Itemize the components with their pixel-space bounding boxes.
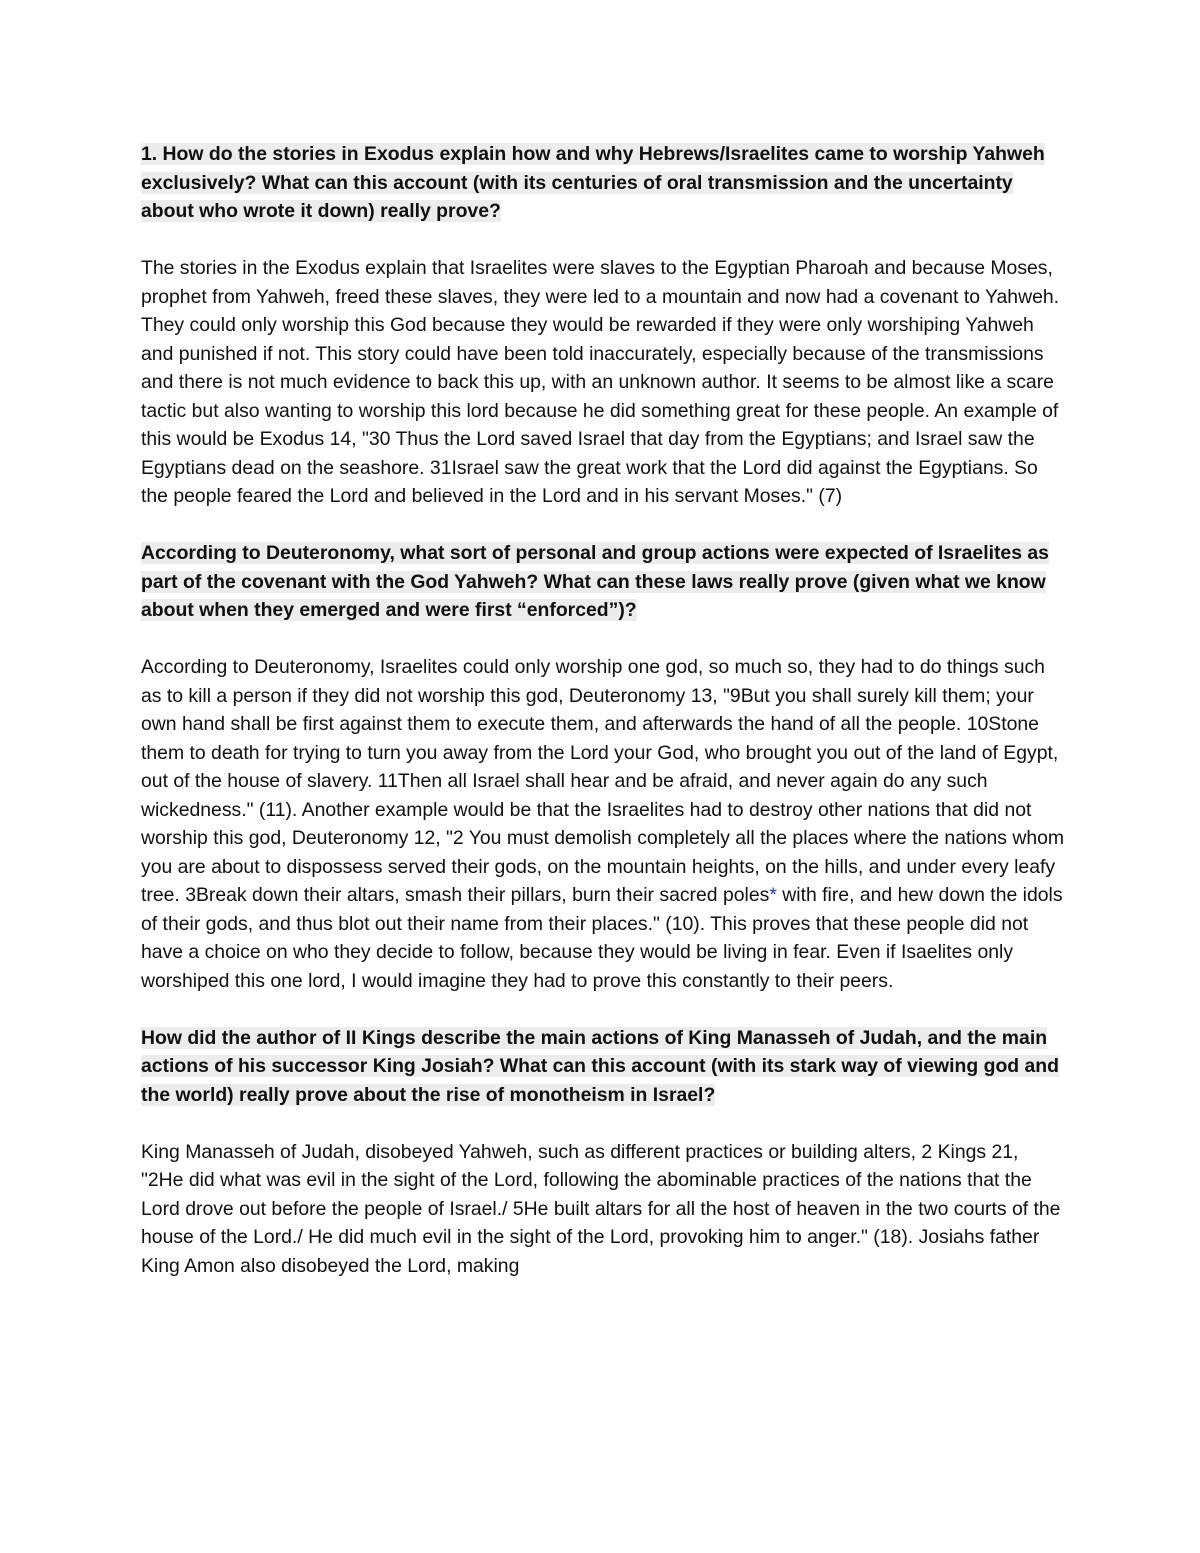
question-1-text: 1. How do the stories in Exodus explain how and why Hebrews/Israelites came to worship Yahweh exclusively? What can this account (with its centuries of oral transmission and the uncertainty about who wrote it down) really prove? (141, 143, 1045, 222)
question-2 (141, 539, 1066, 625)
document-page (141, 140, 1066, 1280)
spacer (141, 625, 1066, 654)
spacer (141, 226, 1066, 255)
spacer (141, 511, 1066, 540)
spacer (141, 1109, 1066, 1138)
answer-3: King Manasseh of Judah, disobeyed Yahweh, such as different practices or building alters, 2 Kings 21, "2He did what was evil in the sight of the Lord, following the abominable practices of the nations that the Lord drove out before the people of Israel./ 5He built altars for all the host of heaven in the two courts of the house of the Lord./ He did much evil in the sight of the Lord, provoking him to anger." (18). Josiahs father King Amon also disobeyed the Lord, making (141, 1140, 1061, 1277)
answer-2 (141, 653, 1066, 995)
spacer (141, 995, 1066, 1024)
answer-1: The stories in the Exodus explain that Israelites were slaves to the Egyptian Pharoah and because Moses, prophet from Yahweh, freed these slaves, they were led to a mountain and now had a covenant to Yahweh. They could only worship this God because they would be rewarded if they were only worshiping Yahweh and punished if not. This story could have been told inaccurately, especially because of the transmissions and there is not much evidence to back this up, with an unknown author. It seems to be almost like a scare tactic but also wanting to worship this lord because he did something great for these people. An example of this would be Exodus 14, "30 Thus the Lord saved Israel that day from the Egyptians; and Israel saw the Egyptians dead on the seashore. 31Israel saw the great work that the Lord did against the Egyptians. So the people feared the Lord and believed in the Lord and in his servant Moses." (7) (141, 257, 1060, 507)
answer-2-part-1: According to Deuteronomy, Israelites could only worship one god, so much so, they had to do things such as to kill a person if they did not worship this god, Deuteronomy 13, "9But you shall surely kill them; your own hand shall be first against them to execute them, and afterwards the hand of all the people. 10Stone them to death for trying to turn you away from the Lord your God, who brought you out of the land of Egypt, out of the house of slavery. 11Then all Israel shall hear and be afraid, and never again do any such wickedness." (11). Another example would be that the Israelites had to destroy other nations that did not worship this god, Deuteronomy 12, "2 You must demolish completely all the places where the nations whom you are about to dispossess served their gods, on the mountain heights, on the hills, and under every leafy tree. 3Break down their altars, smash their pillars, burn their sacred poles (141, 656, 1065, 906)
question-3 (141, 1024, 1066, 1110)
footnote-asterisk-link[interactable]: * (769, 884, 777, 906)
question-2-text: According to Deuteronomy, what sort of personal and group actions were expected of Israelites as part of the covenant with the God Yahweh? What can these laws really prove (given what we know about when they emerged and were first “enforced”)? (141, 542, 1049, 621)
question-1 (141, 140, 1066, 226)
question-3-text: How did the author of II Kings describe the main actions of King Manasseh of Judah, and the main actions of his successor King Josiah? What can this account (with its stark way of viewing god and the world) really prove about the rise of monotheism in Israel? (141, 1026, 1059, 1106)
answer-2-part-2: with fire, and hew down the idols of their gods, and thus blot out their name from their places." (10). This proves that these people did not have a choice on who they decide to follow, because they would be living in fear. Even if Isaelites only worshiped this one lord, I would imagine they had to prove this constantly to their peers. (141, 884, 1063, 992)
